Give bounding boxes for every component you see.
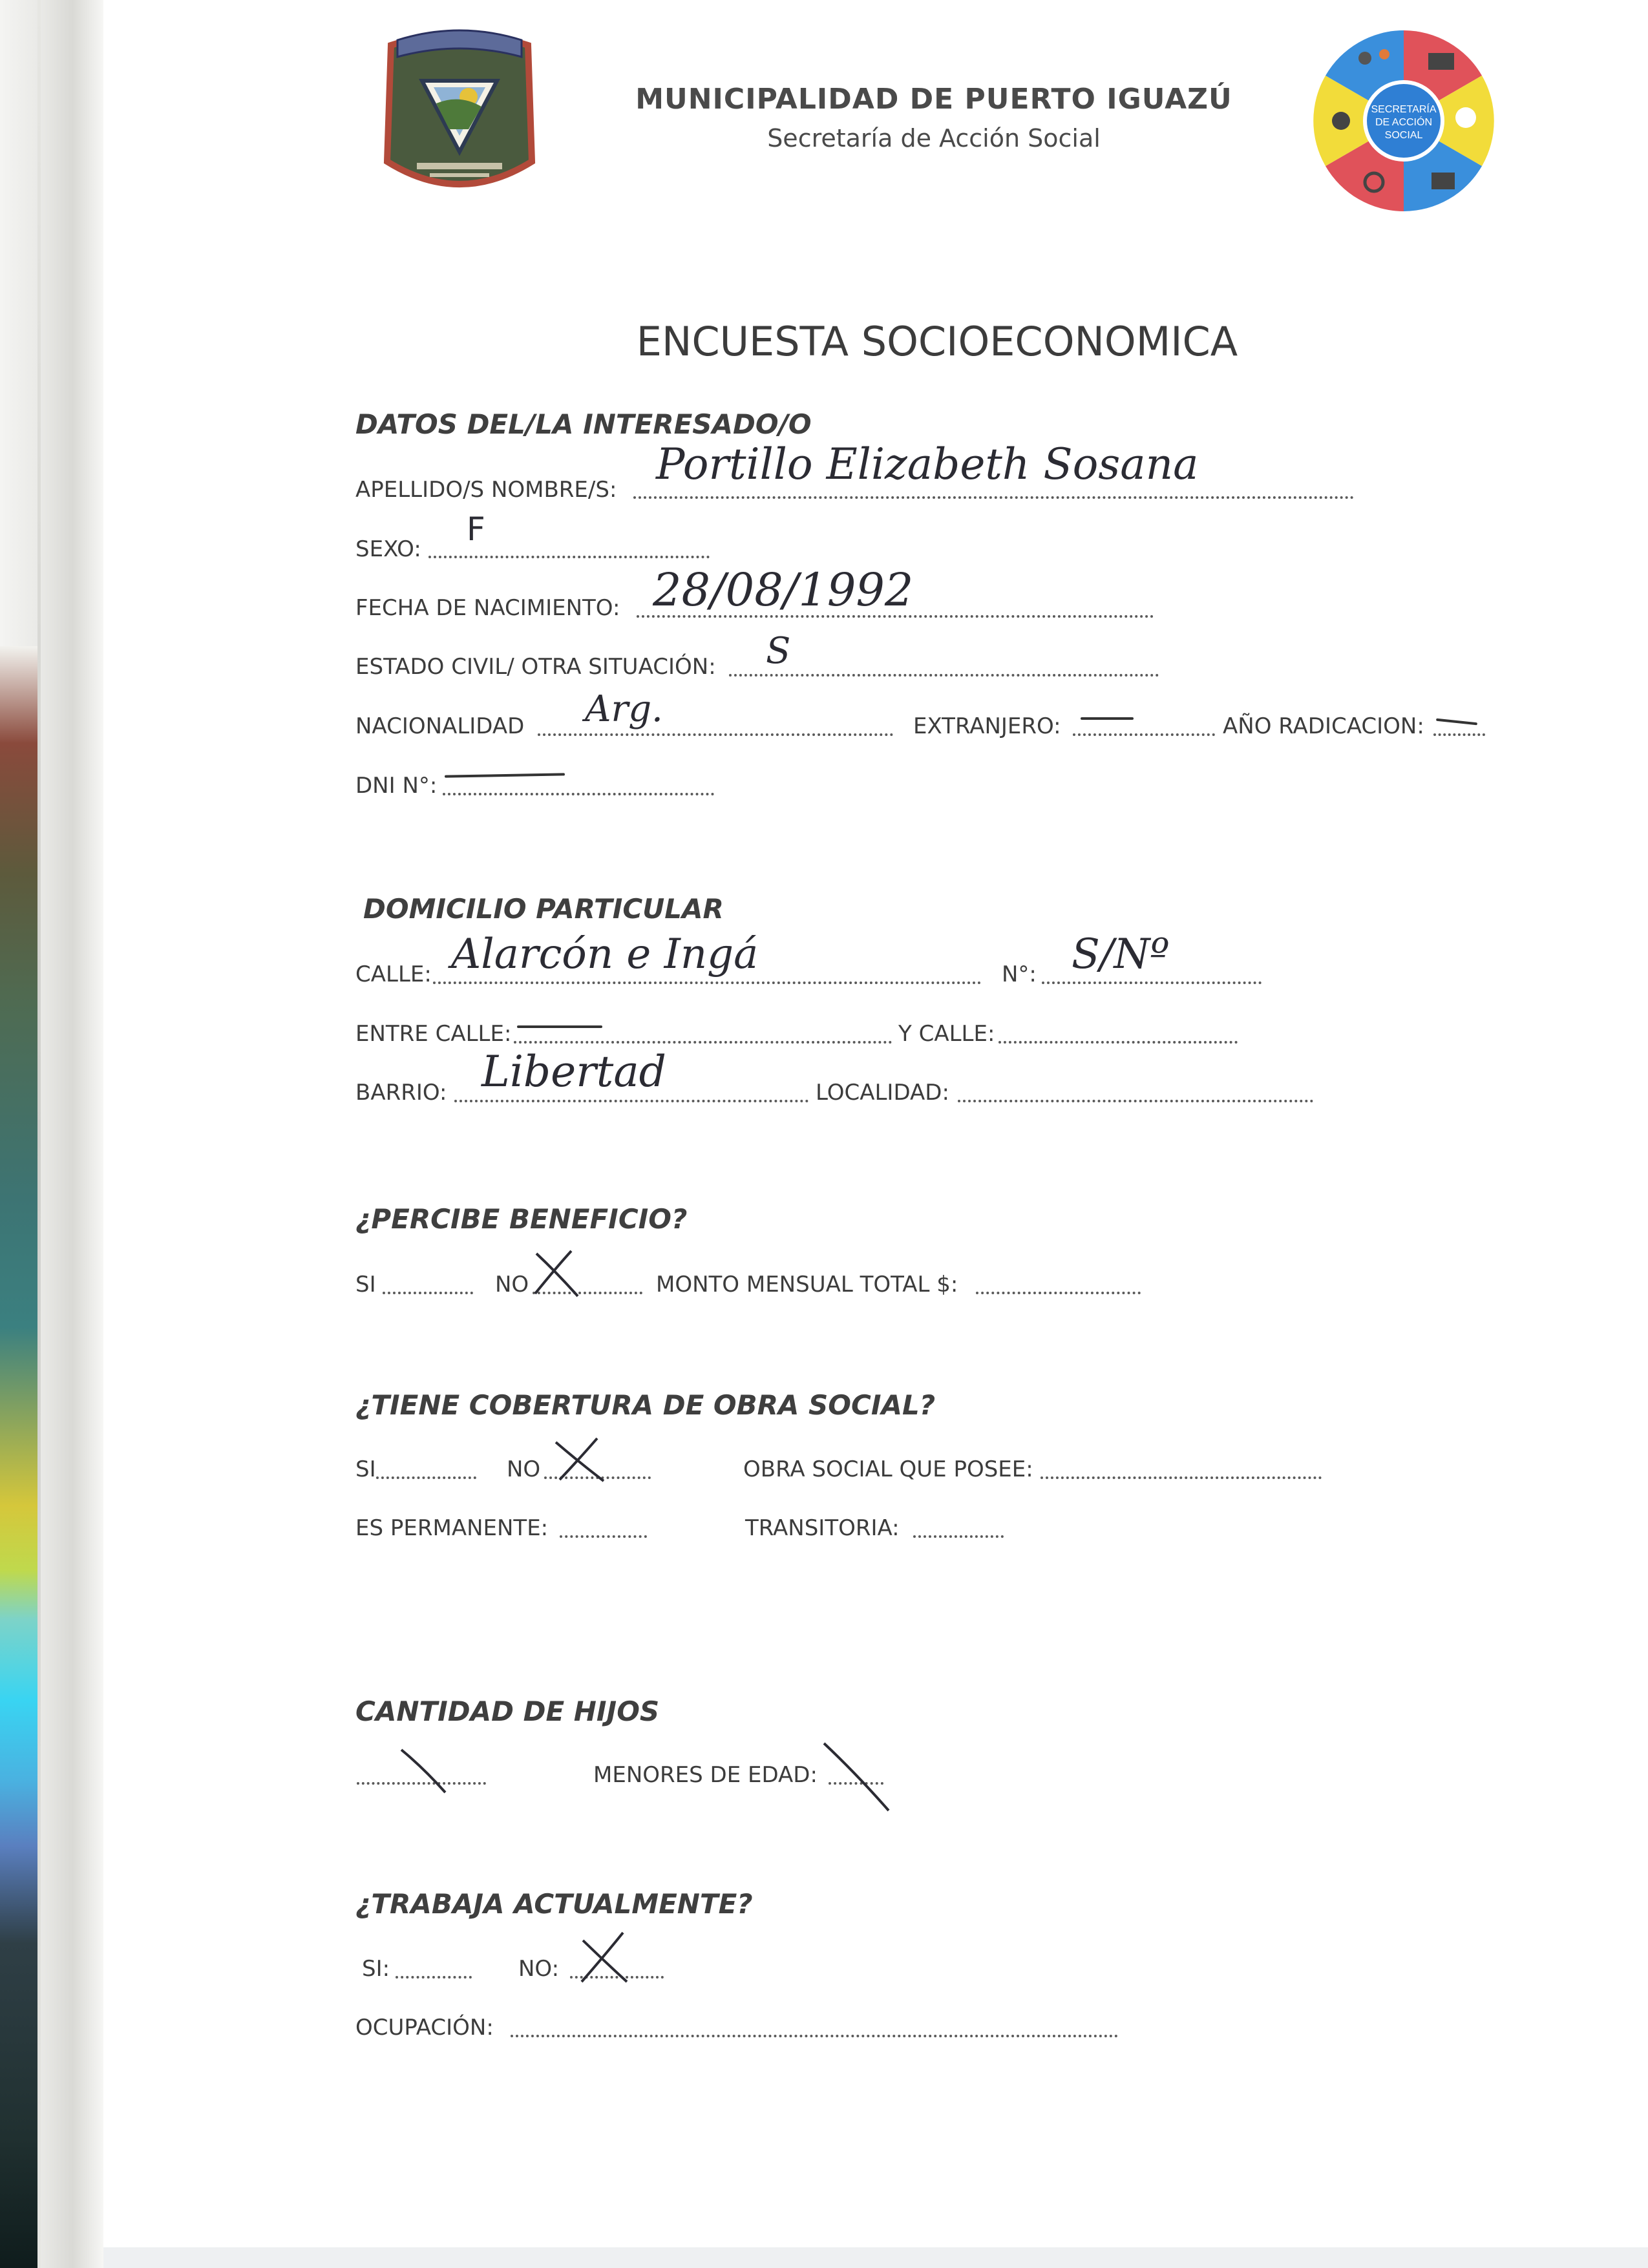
beneficio-si-label: SI (355, 1272, 376, 1297)
entre-calle-label: ENTRE CALLE: (355, 1021, 512, 1047)
scan-color-artifact (0, 646, 40, 2268)
scan-edge-line (37, 0, 41, 2268)
org-subtitle: Secretaría de Acción Social (767, 124, 1101, 152)
entre-calle-dash-mark (517, 1025, 602, 1028)
fecha-nacimiento-value: 28/08/1992 (653, 563, 914, 616)
beneficio-si-field[interactable] (383, 1292, 473, 1294)
section-beneficio-heading: ¿PERCIBE BENEFICIO? (355, 1203, 688, 1235)
barrio-label: BARRIO: (355, 1080, 447, 1106)
ocupacion-label: OCUPACIÓN: (355, 2015, 494, 2041)
form-title: ENCUESTA SOCIOECONOMICA (636, 318, 1238, 365)
section-datos-heading: DATOS DEL/LA INTERESADO/O (355, 408, 812, 440)
calle-field[interactable] (433, 982, 981, 984)
trabaja-si-field[interactable] (396, 1976, 472, 1979)
nombre-value: Portillo Elizabeth Sosana (656, 439, 1199, 489)
numero-field[interactable] (1042, 982, 1262, 984)
calle-value: Alarcón e Ingá (451, 930, 759, 978)
extranjero-dash-mark (1081, 717, 1134, 720)
section-obra-social-heading: ¿TIENE COBERTURA DE OBRA SOCIAL? (355, 1389, 936, 1421)
accion-social-logo (1312, 27, 1496, 215)
sexo-value: F (467, 510, 485, 548)
numero-label: N°: (1002, 961, 1037, 987)
barrio-value: Libertad (481, 1047, 666, 1097)
nombre-field[interactable] (633, 496, 1354, 499)
transitoria-field[interactable] (913, 1535, 1004, 1538)
obra-social-si-label: SI (355, 1456, 376, 1482)
entre-calle-field[interactable] (514, 1041, 892, 1044)
obra-social-posee-label: OBRA SOCIAL QUE POSEE: (743, 1456, 1033, 1482)
permanente-field[interactable] (560, 1535, 647, 1538)
logo-text-2: DE ACCIÓN (1375, 117, 1433, 128)
org-name: MUNICIPALIDAD DE PUERTO IGUAZÚ (635, 83, 1232, 116)
localidad-field[interactable] (958, 1100, 1313, 1102)
estado-civil-label: ESTADO CIVIL/ OTRA SITUACIÓN: (355, 654, 716, 680)
sexo-label: SEXO: (355, 536, 421, 562)
transitoria-label: TRANSITORIA: (745, 1515, 900, 1541)
numero-value: S/Nº (1072, 930, 1170, 978)
nacionalidad-label: NACIONALIDAD (355, 713, 525, 739)
nacionalidad-field[interactable] (538, 733, 893, 736)
cantidad-hijos-dash-mark (397, 1745, 449, 1796)
estado-civil-value: S (766, 630, 791, 672)
menores-edad-dash-mark (818, 1738, 892, 1816)
dni-label: DNI N°: (355, 773, 438, 799)
trabaja-si-label: SI: (362, 1956, 390, 1982)
extranjero-field[interactable] (1073, 733, 1215, 736)
trabaja-no-label: NO: (518, 1956, 560, 1982)
monto-mensual-field[interactable] (976, 1292, 1141, 1294)
ocupacion-field[interactable] (511, 2035, 1118, 2037)
logo-text-3: SOCIAL (1384, 130, 1423, 141)
y-calle-field[interactable] (998, 1041, 1238, 1044)
nombre-label: APELLIDO/S NOMBRE/S: (355, 477, 617, 503)
barrio-field[interactable] (454, 1100, 808, 1102)
section-domicilio-heading: DOMICILIO PARTICULAR (363, 893, 724, 925)
beneficio-no-label: NO (495, 1272, 529, 1297)
trabaja-no-x-mark (575, 1929, 633, 1987)
monto-mensual-label: MONTO MENSUAL TOTAL $: (656, 1272, 958, 1297)
obra-social-no-x-mark (549, 1436, 607, 1487)
calle-label: CALLE: (355, 961, 432, 987)
municipal-crest-logo (372, 26, 547, 204)
obra-social-si-field[interactable] (376, 1476, 476, 1479)
nacionalidad-value: Arg. (585, 688, 663, 730)
y-calle-label: Y CALLE: (898, 1021, 995, 1047)
beneficio-no-x-mark (531, 1247, 583, 1299)
permanente-label: ES PERMANENTE: (355, 1515, 549, 1541)
obra-social-posee-field[interactable] (1041, 1476, 1322, 1479)
localidad-label: LOCALIDAD: (816, 1080, 949, 1106)
estado-civil-field[interactable] (729, 674, 1159, 677)
obra-social-no-label: NO (507, 1456, 541, 1482)
fecha-nacimiento-label: FECHA DE NACIMIENTO: (355, 595, 620, 621)
section-trabajo-heading: ¿TRABAJA ACTUALMENTE? (355, 1888, 753, 1920)
dni-field[interactable] (443, 793, 714, 795)
anio-radicacion-field[interactable] (1433, 733, 1485, 736)
extranjero-label: EXTRANJERO: (913, 713, 1061, 739)
section-hijos-heading: CANTIDAD DE HIJOS (355, 1696, 660, 1727)
scan-bottom-strip (103, 2247, 1648, 2268)
menores-edad-label: MENORES DE EDAD: (593, 1762, 818, 1788)
anio-radicacion-label: AÑO RADICACION: (1223, 713, 1424, 739)
logo-text-1: SECRETARÍA (1371, 104, 1437, 115)
sexo-field[interactable] (428, 556, 710, 558)
